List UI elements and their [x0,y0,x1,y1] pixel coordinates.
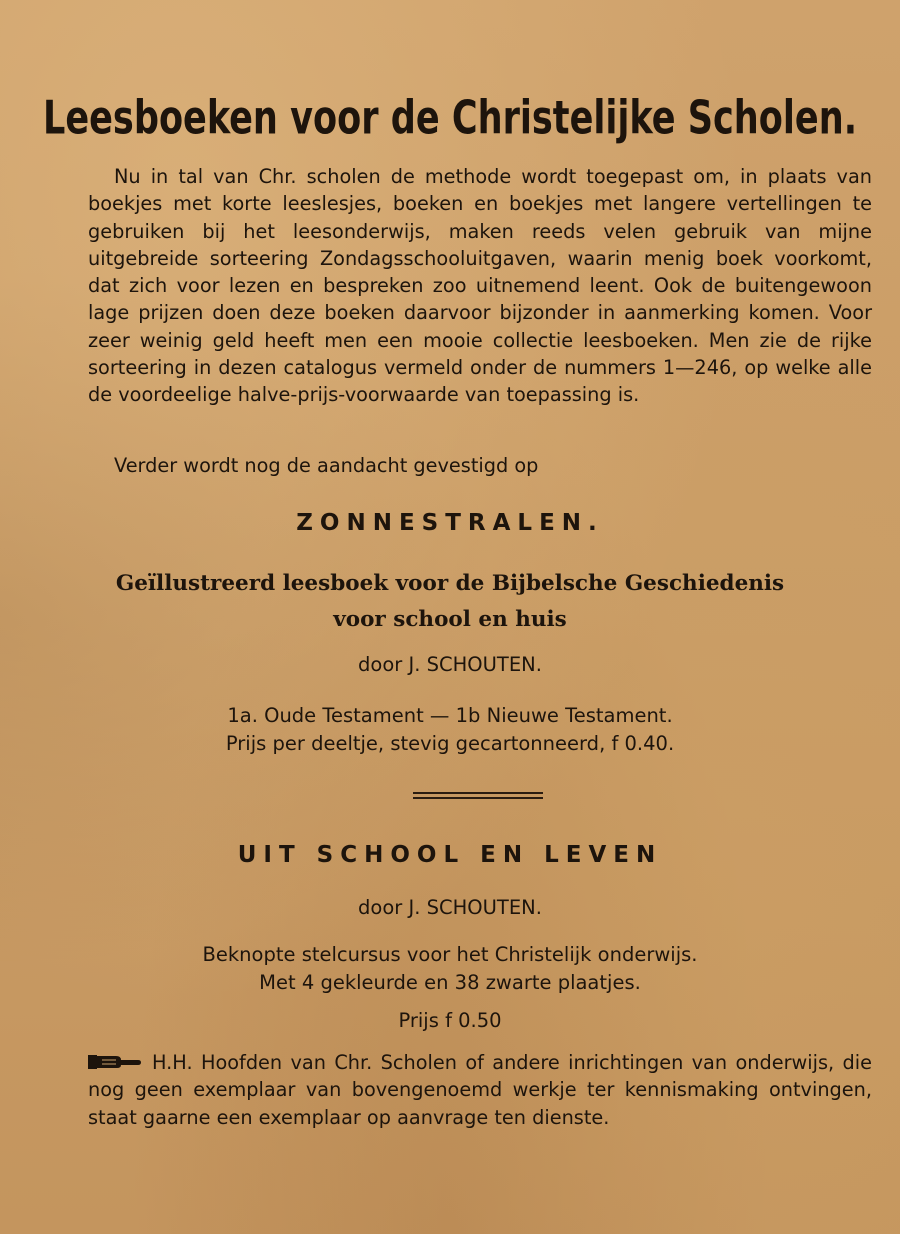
book1-subtitle-line1: Geïllustreerd leesboek voor de Bijbelsche Geschiedenis [115,571,785,596]
book1-details [0,702,900,758]
book2-description-line1: Beknopte stelcursus voor het Christelijk onderwijs. [202,943,698,966]
book2-title: UIT SCHOOL EN LEVEN [237,842,663,868]
book2-description [0,941,900,997]
book1-price: Prijs per deeltje, stevig gecartonneerd, f 0.40. [225,732,675,755]
notice-text: H.H. Hoofden van Chr. Scholen of andere inrichtingen van onderwijs, die nog geen exemplaar van bovengenoemd werkje ter kennismaking ontvingen, staat gaarne een exemplaar op aanvrage ten dienste. [88,1051,872,1129]
page-title: Leesboeken voor de Christelijke Scholen. [42,92,858,146]
book1-title: ZONNESTRALEN. [296,510,604,536]
notice-paragraph [88,1049,872,1131]
book1-subtitle-line2: voor school en huis [333,607,567,632]
book1-subtitle [0,566,900,638]
section-divider [413,792,543,799]
book2-description-line2: Met 4 gekleurde en 38 zwarte plaatjes. [259,971,641,994]
pointing-hand-icon [88,1054,142,1070]
intro-paragraph: Nu in tal van Chr. scholen de methode wordt toegepast om, in plaats van boekjes met korte leeslesjes, boeken en boekjes met langere vertellingen te gebruiken bij het leesonderwijs, maken reeds velen gebruik van mijne uitgebreide sorteering Zondagsschooluitgaven, waarin menig boek voorkomt, dat zich voor lezen en bespreken zoo uitnemend leent. Ook de buitengewoon lage prijzen doen deze boeken daarvoor bijzonder in aanmerking komen. Voor zeer weinig geld heeft men een mooie collectie leesboeken. Men zie de rijke sorteering in dezen catalogus vermeld onder de nummers 1—246, op welke alle de voordeelige halve-prijs-voorwaarde van toepassing is. [88,165,872,407]
attention-line: Verder wordt nog de aandacht gevestigd op [114,454,539,477]
book1-author: door J. SCHOUTEN. [358,653,542,676]
book2-author: door J. SCHOUTEN. [358,896,542,919]
book1-parts: 1a. Oude Testament — 1b Nieuwe Testament. [227,704,673,727]
book2-price: Prijs f 0.50 [398,1009,502,1032]
